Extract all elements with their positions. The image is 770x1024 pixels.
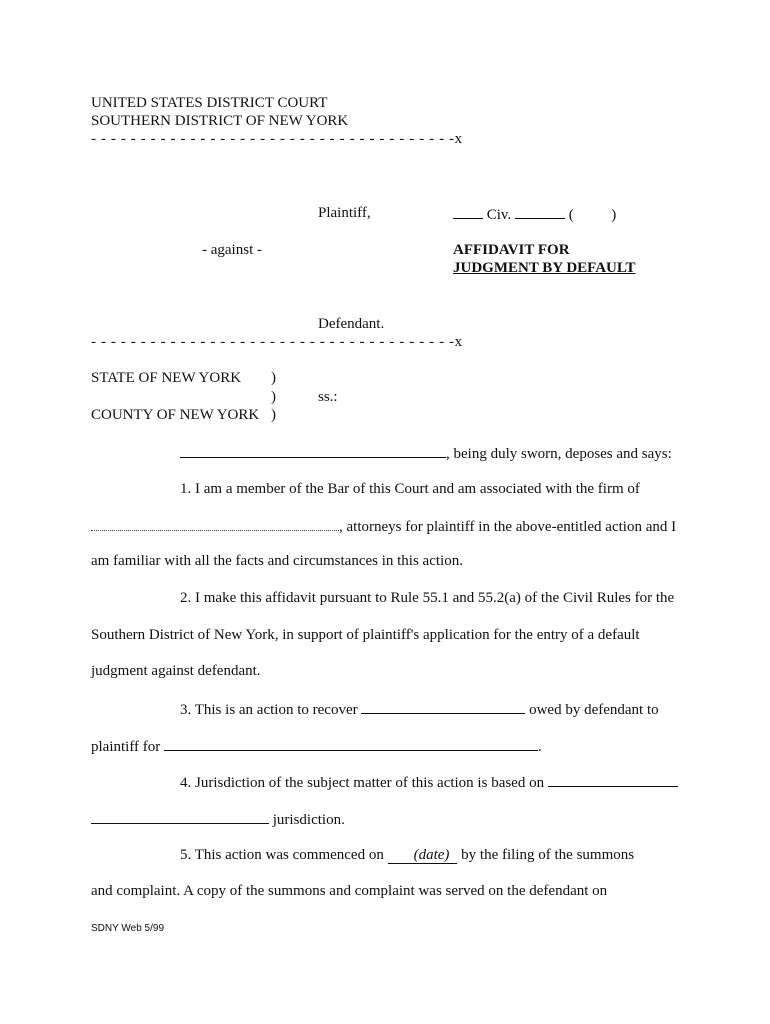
paragraph-2-line3: judgment against defendant. [91, 663, 261, 679]
paragraph-3-line2 [91, 736, 542, 756]
venue-county: COUNTY OF NEW YORK [91, 407, 260, 423]
caption-separator-top: - - - - - - - - - - - - - - - - - - - - - - - - - - - - - - - - - - - - -x [91, 131, 463, 147]
paragraph-5-line1 [180, 846, 634, 864]
firm-name-blank[interactable] [91, 516, 339, 531]
paragraph-3-text-b: owed by defendant to [529, 702, 659, 718]
venue-paren-2: ) [271, 389, 276, 405]
judge-paren-open: ( [568, 207, 574, 223]
venue-state: STATE OF NEW YORK [91, 370, 242, 386]
paragraph-1-text-b: , attorneys for plaintiff in the above-entitled action and I [339, 519, 677, 535]
affiant-name-blank[interactable] [180, 443, 446, 458]
paragraph-4-text-b: jurisdiction. [272, 812, 345, 828]
commencement-date-blank[interactable]: (date) [388, 848, 458, 864]
paragraph-4-text-a: 4. Jurisdiction of the subject matter of this action is based on [180, 775, 545, 791]
paragraph-5-text-b: by the filing of the summons [461, 847, 635, 863]
document-title-line1: AFFIDAVIT FOR [453, 242, 570, 258]
paragraph-5-line2: and complaint. A copy of the summons and complaint was served on the defendant on [91, 883, 608, 899]
court-name-line1: UNITED STATES DISTRICT COURT [91, 95, 328, 111]
jurisdiction-blank-1[interactable] [548, 772, 678, 787]
paragraph-3-text-d: . [538, 739, 542, 755]
against-label: - against - [202, 242, 262, 258]
paragraph-1-line1: 1. I am a member of the Bar of this Court and am associated with the firm of [180, 481, 640, 497]
defendant-label: Defendant. [318, 316, 385, 332]
civ-label: Civ. [486, 207, 512, 223]
paragraph-4-line1 [180, 772, 678, 792]
civ-number-line [453, 204, 616, 224]
sworn-line [180, 443, 672, 463]
paragraph-4-line2 [91, 809, 345, 829]
paragraph-3-line1 [180, 699, 659, 719]
amount-blank[interactable] [361, 699, 525, 714]
document-title-line2: JUDGMENT BY DEFAULT [453, 260, 636, 276]
claim-description-blank[interactable] [164, 736, 538, 751]
paragraph-3-text-c: plaintiff for [91, 739, 161, 755]
venue-paren-3: ) [271, 407, 276, 423]
paragraph-3-text-a: 3. This is an action to recover [180, 702, 358, 718]
form-id-footer: SDNY Web 5/99 [91, 923, 165, 934]
plaintiff-label: Plaintiff, [318, 205, 371, 221]
venue-paren-1: ) [271, 370, 276, 386]
sworn-text: , being duly sworn, deposes and says: [446, 446, 672, 462]
paragraph-2-line1: 2. I make this affidavit pursuant to Rule 55.1 and 55.2(a) of the Civil Rules for the [180, 590, 675, 606]
civ-number-blank[interactable] [515, 204, 565, 219]
caption-separator-bottom: - - - - - - - - - - - - - - - - - - - - - - - - - - - - - - - - - - - - -x [91, 334, 463, 350]
jurisdiction-blank-2[interactable] [91, 809, 269, 824]
paragraph-2-line2: Southern District of New York, in support of plaintiff's application for the entry of a default [91, 627, 640, 643]
judge-paren-close: ) [611, 207, 617, 223]
paragraph-5-text-a: 5. This action was commenced on [180, 847, 384, 863]
venue-ss: ss.: [318, 389, 338, 405]
paragraph-1-line2 [91, 516, 676, 536]
civ-year-blank[interactable] [453, 204, 483, 219]
paragraph-1-line3: am familiar with all the facts and circumstances in this action. [91, 553, 463, 569]
court-name-line2: SOUTHERN DISTRICT OF NEW YORK [91, 113, 349, 129]
